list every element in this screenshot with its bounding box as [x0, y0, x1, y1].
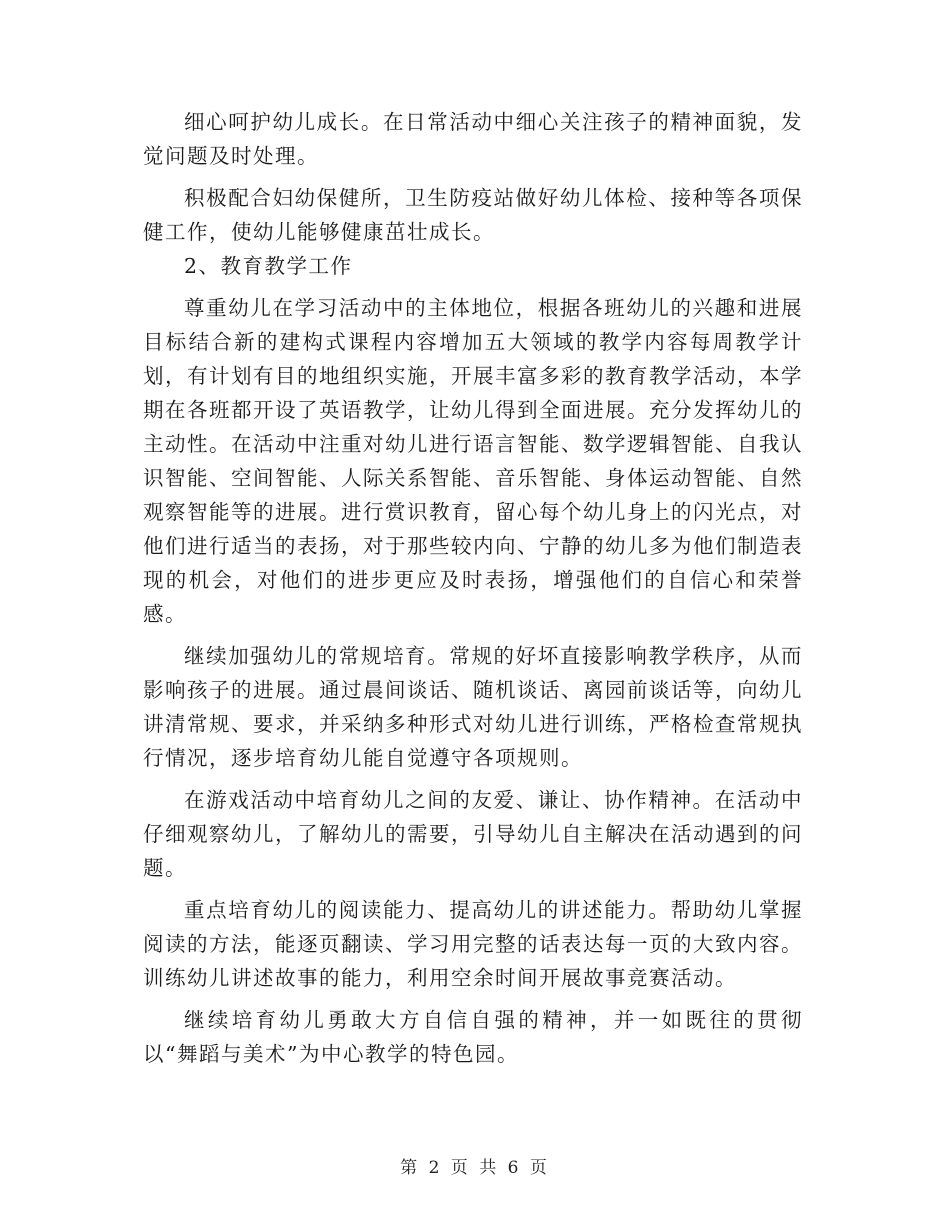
page-number: 第 2 页 共 6 页	[400, 1158, 550, 1178]
document-body	[143, 105, 803, 1071]
paragraph-games: 在游戏活动中培育幼儿之间的友爱、谦让、协作精神。在活动中仔细观察幼儿，了解幼儿的需要，引导幼儿自主解决在活动遇到的问题。	[143, 788, 803, 880]
paragraph-reading: 重点培育幼儿的阅读能力、提高幼儿的讲述能力。帮助幼儿掌握阅读的方法，能逐页翻读、学习用完整的话表达每一页的大致内容。训练幼儿讲述故事的能力，利用空余时间开展故事竞赛活动。	[143, 898, 803, 990]
paragraph-health: 积极配合妇幼保健所，卫生防疫站做好幼儿体检、接种等各项保健工作，使幼儿能够健康茁壮成长。	[143, 186, 803, 244]
paragraph-routine: 继续加强幼儿的常规培育。常规的好坏直接影响教学秩序，从而影响孩子的进展。通过晨间谈话、随机谈话、离园前谈话等，向幼儿讲清常规、要求，并采纳多种形式对幼儿进行训练，严格检查常规执行情况，逐步培育幼儿能自觉遵守各项规则。	[143, 644, 803, 770]
section-heading-teaching: 2、教育教学工作	[184, 254, 353, 278]
paragraph-care: 细心呵护幼儿成长。在日常活动中细心关注孩子的精神面貌，发觉问题及时处理。	[143, 110, 803, 168]
paragraph-spirit: 继续培育幼儿勇敢大方自信自强的精神，并一如既往的贯彻以“舞蹈与美术”为中心教学的特色园。	[143, 1008, 803, 1066]
paragraph-teaching: 尊重幼儿在学习活动中的主体地位，根据各班幼儿的兴趣和进展目标结合新的建构式课程内容增加五大领域的教学内容每周教学计划，有计划有目的地组织实施，开展丰富多彩的教育教学活动，本学期在各班都开设了英语教学，让幼儿得到全面进展。充分发挥幼儿的主动性。在活动中注重对幼儿进行语言智能、数学逻辑智能、自我认识智能、空间智能、人际关系智能、音乐智能、身体运动智能、自然观察智能等的进展。进行赏识教育，留心每个幼儿身上的闪光点，对他们进行适当的表扬，对于那些较内向、宁静的幼儿多为他们制造表现的机会，对他们的进步更应及时表扬，增强他们的自信心和荣誉感。	[143, 296, 803, 626]
